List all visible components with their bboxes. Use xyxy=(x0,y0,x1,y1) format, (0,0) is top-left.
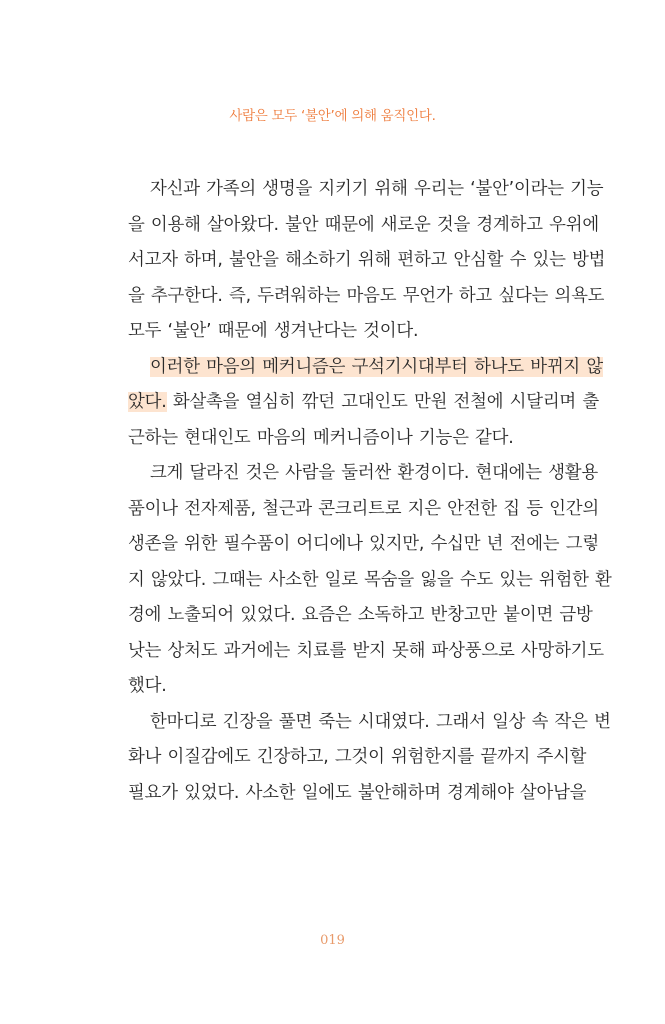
running-header: 사람은 모두 ‘불안’에 의해 움직인다. xyxy=(229,108,436,124)
text-span: 화살촉을 열심히 깎던 고대인도 만원 전철에 시달리며 출 xyxy=(166,392,599,412)
highlighted-text: 았다. xyxy=(128,392,167,412)
text-line: 을 이용해 살아왔다. 불안 때문에 새로운 것을 경계하고 우위에 xyxy=(128,214,599,235)
body-text xyxy=(128,172,612,811)
page-number: 019 xyxy=(320,933,345,948)
text-line: 자신과 가족의 생명을 지키기 위해 우리는 ‘불안’이라는 기능 xyxy=(150,179,604,199)
text-line: 을 추구한다. 즉, 두려워하는 마음도 무언가 하고 싶다는 의욕도 xyxy=(128,285,605,306)
text-line: 품이나 전자제품, 철근과 콘크리트로 지은 안전한 집 등 인간의 xyxy=(128,498,599,519)
text-line: 생존을 위한 필수품이 어디에나 있지만, 수십만 년 전에는 그렇 xyxy=(128,534,599,554)
text-line: 지 않았다. 그때는 사소한 일로 목숨을 잃을 수도 있는 위험한 환 xyxy=(128,569,612,590)
text-line: 모두 ‘불안’ 때문에 생겨난다는 것이다. xyxy=(128,321,419,341)
text-line: 했다. xyxy=(128,676,167,696)
text-line: 낫는 상처도 과거에는 치료를 받지 못해 파상풍으로 사망하기도 xyxy=(128,640,604,661)
text-line xyxy=(128,350,603,386)
highlighted-text: 이러한 마음의 메커니즘은 구석기시대부터 하나도 바뀌지 않 xyxy=(150,356,603,377)
text-line: 서고자 하며, 불안을 해소하기 위해 편하고 안심할 수 있는 방법 xyxy=(128,250,606,270)
text-line: 근하는 현대인도 마음의 메커니즘이나 기능은 같다. xyxy=(128,427,514,448)
text-line: 크게 달라진 것은 사람을 둘러싼 환경이다. 현대에는 생활용 xyxy=(150,463,599,483)
text-line: 한마디로 긴장을 풀면 죽는 시대였다. 그래서 일상 속 작은 변 xyxy=(150,711,611,732)
text-line: 화나 이질감에도 긴장하고, 그것이 위험한지를 끝까지 주시할 xyxy=(128,747,587,767)
text-line: 경에 노출되어 있었다. 요즘은 소독하고 반창고만 붙이면 금방 xyxy=(128,605,593,625)
text-line: 필요가 있었다. 사소한 일에도 불안해하며 경계해야 살아남을 xyxy=(128,782,587,803)
text-line xyxy=(128,385,599,421)
